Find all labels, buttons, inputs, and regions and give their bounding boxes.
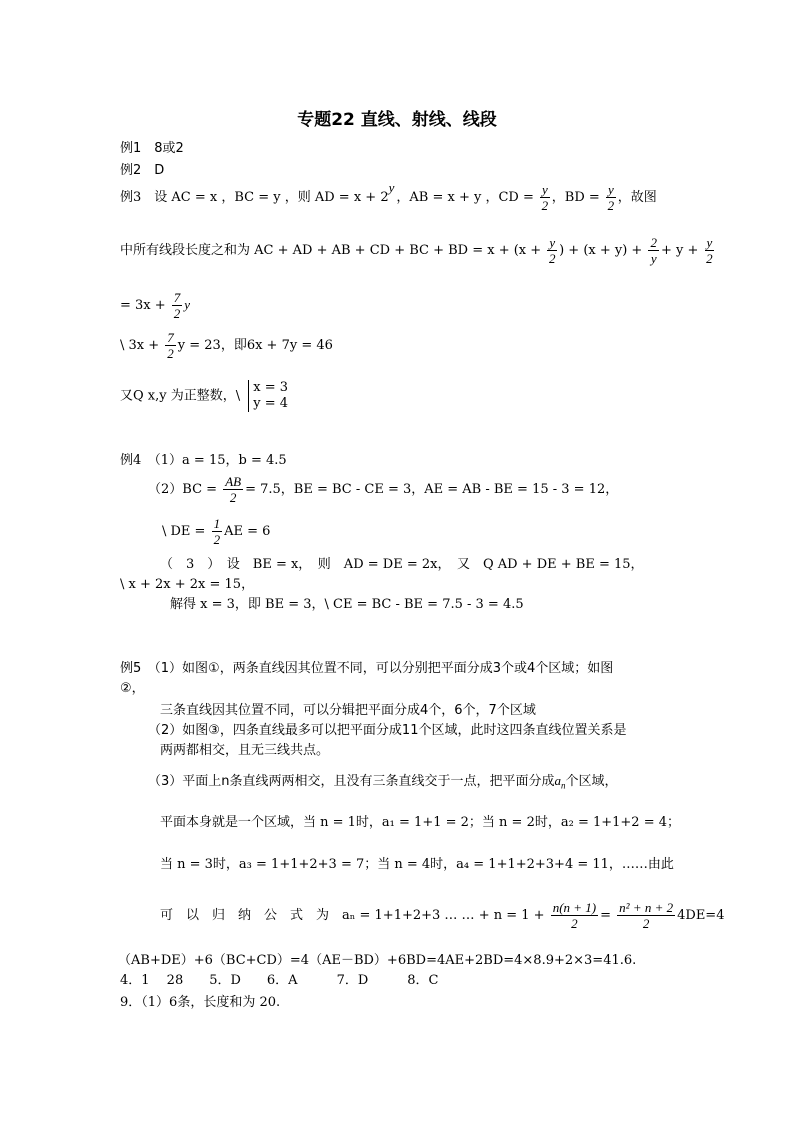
ex3-eq-a: = 3x +	[120, 298, 166, 313]
solution-x: x = 3	[253, 380, 289, 395]
example-4-line-5: \ x + 2x + 2x = 15，	[120, 577, 255, 592]
fraction-n-n1-over-2: $\frac{n(n + 1)}{2}$	[552, 900, 597, 931]
ex3-eq2-b: y = 23，即6x + 7y = 46	[177, 338, 333, 353]
example-5-line-4: （2）如图③，四条直线最多可以把平面分成11个区域，此时这四条直线位置关系是	[148, 723, 627, 738]
ex3-sum-c: + y +	[660, 243, 699, 258]
ex5-3-n-sub: n	[561, 780, 566, 791]
ex3-text-c: ，BD =	[551, 190, 600, 205]
example-4-line-3	[162, 516, 270, 547]
fraction-y-over-2-d: $\frac{y}{2}$	[706, 235, 713, 266]
ex4-3-a: \ DE =	[162, 524, 206, 539]
fraction-n2-over-2: $\frac{\text{n² + n + 2}}{2}$	[619, 900, 674, 931]
formula-text-c: 4DE=4	[677, 908, 725, 923]
example-4-line-6: 解得 x = 3，即 BE = 3，\ CE = BC - BE = 7.5 - 3 = 4.5	[170, 597, 524, 612]
fraction-7-over-2-b: $\frac{7}{2}$	[167, 330, 174, 361]
example-5-line-5: 两两都相交，且无三线共点。	[160, 743, 330, 758]
ex3-sum-a: 中所有线段长度之和为 AC + AD + AB + CD + BC + BD = x + (x +	[120, 243, 542, 258]
ex3-y-super: y	[388, 180, 395, 195]
example-4-line-2	[148, 474, 618, 505]
ex3-eq2-a: \ 3x +	[120, 338, 160, 353]
ex3-eq-b: y	[184, 297, 191, 312]
example-1-answer: 例1 8或2	[120, 141, 184, 156]
ex3-text-a: 例3 设 AC = x ，BC = y ，则 AD = x + 2	[120, 190, 389, 205]
example-5-line-2: ②，	[120, 681, 145, 696]
example-3-line-3	[120, 290, 190, 321]
ex4-2-b: = 7.5，BE = BC - CE = 3，AE = AB - BE = 15 - 3 = 12，	[245, 482, 619, 497]
example-5-line-3: 三条直线因其位置不同，可以分辑把平面分成4个，6个，7个区域	[160, 703, 536, 718]
ex3-text-b: ，AB = x + y ，CD =	[396, 190, 534, 205]
example-4-line-4: （ 3 ） 设 BE = x， 则 AD = DE = 2x， 又 Q AD + DE + BE = 15，	[160, 557, 644, 572]
example-5-line-9	[160, 900, 724, 931]
solution-y: y = 4	[253, 396, 289, 411]
example-5-line-6	[148, 772, 618, 795]
ex5-3-a-var: a	[554, 773, 562, 788]
ex4-3-b: AE = 6	[224, 524, 271, 539]
fraction-y-over-2: $\frac{y}{2}$	[541, 182, 549, 213]
fraction-1-over-2: $\frac{1}{2}$	[213, 516, 221, 547]
example-3-line-2	[120, 235, 716, 266]
ex3-text-d: ，故图	[617, 190, 657, 205]
example-4-line-1: 例4 （1）a = 15，b = 4.5	[120, 453, 287, 468]
fraction-y-over-2-b: $\frac{y}{2}$	[607, 182, 615, 213]
example-2-answer: 例2 D	[120, 163, 165, 178]
example-5-line-1: 例5 （1）如图①，两条直线因其位置不同，可以分别把平面分成3个或4个区域；如图	[120, 661, 614, 676]
ex3-cond: 又Q x,y 为正整数，\	[120, 388, 241, 404]
page-title: 专题22 直线、射线、线段	[297, 110, 497, 130]
example-5-line-8: 当 n = 3时，a₃ = 1+1+2+3 = 7；当 n = 4时，a₄ = 1+1+2+3+4 = 11，……由此	[160, 857, 674, 872]
example-3-line-1	[120, 182, 657, 213]
ex4-2-a: （2）BC =	[148, 482, 218, 497]
ex5-3-a: （3）平面上n条直线两两相交，且没有三条直线交于一点，把平面分成	[148, 774, 555, 789]
example-5-line-7: 平面本身就是一个区域，当 n = 1时，a₁ = 1+1 = 2；当 n = 2时，a₂ = 1+1+2 = 4；	[160, 815, 680, 830]
answers-4-to-8: 4．1 28 5．D 6．A 7．D 8．C	[120, 973, 439, 988]
fraction-7-over-2: $\frac{7}{2}$	[173, 290, 181, 321]
example-3-line-4	[120, 330, 333, 361]
fraction-y-over-2-c: $\frac{y}{2}$	[548, 235, 556, 266]
ex3-sum-b: ) + (x + y) +	[559, 243, 643, 258]
fraction-2-over-y: $\frac{2}{y}$	[650, 235, 657, 266]
example-3-line-5	[120, 380, 288, 412]
ex5-3-d: 个区域，	[565, 774, 618, 789]
solution-system	[248, 380, 288, 412]
example-5-line-10: （AB+DE）+6（BC+CD）=4（AE－BD）+6BD=4AE+2BD=4×8.9+2×3=41.6.	[118, 953, 637, 968]
formula-text-a: 可 以 归 纳 公 式 为 aₙ = 1+1+2+3 … … + n = 1 +	[160, 908, 545, 923]
answer-9: 9．（1）6条，长度和为 20.	[120, 995, 281, 1010]
fraction-ab-over-2: $\frac{AB}{2}$	[225, 474, 242, 505]
formula-eq: =	[600, 908, 612, 923]
